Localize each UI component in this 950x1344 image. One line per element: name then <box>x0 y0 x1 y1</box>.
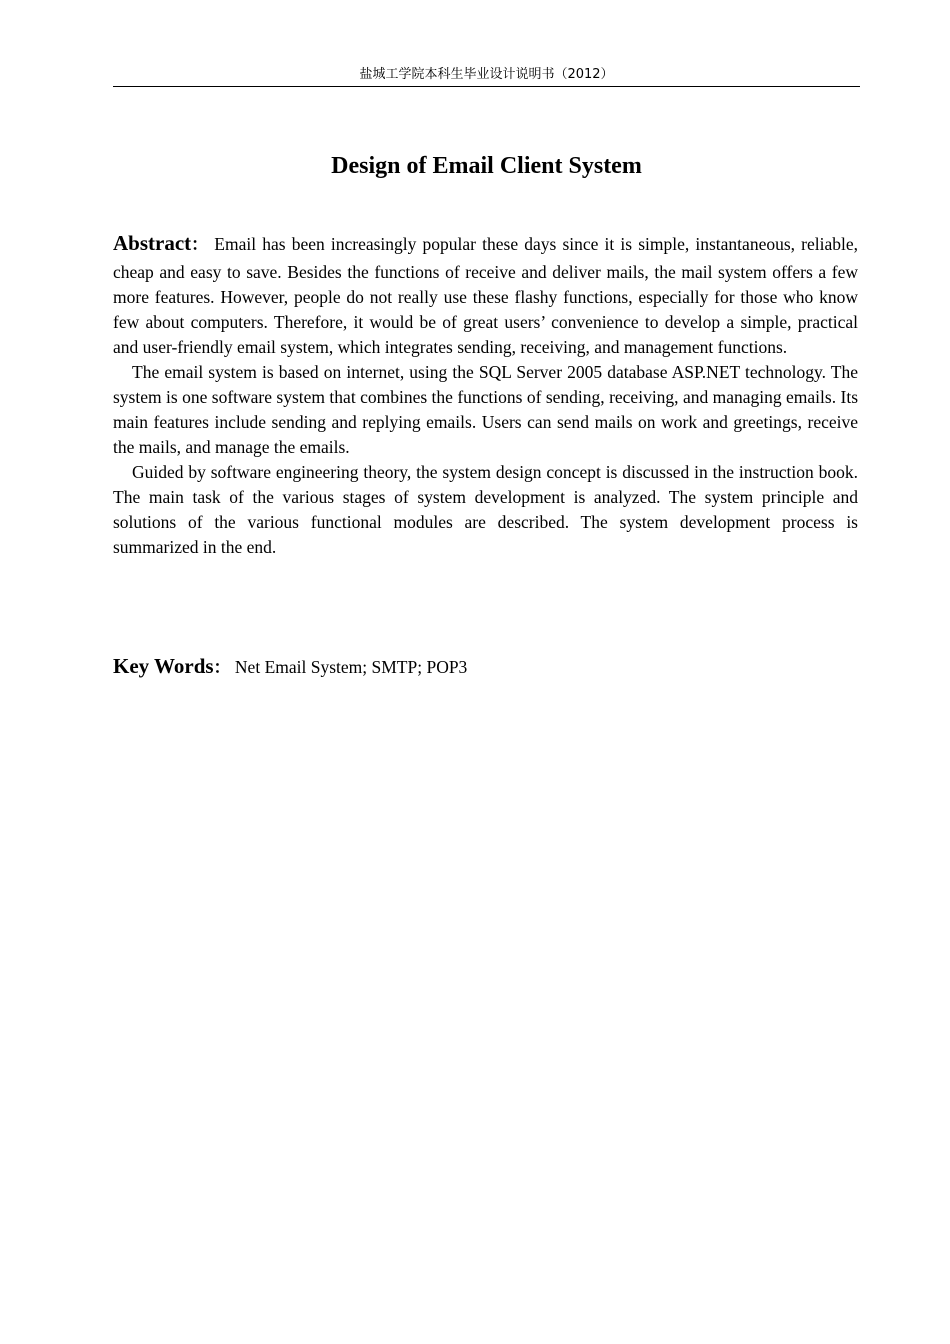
keywords-section <box>113 652 858 682</box>
abstract-label: Abstract <box>113 231 192 255</box>
header-rule <box>113 86 860 87</box>
abstract-section <box>113 228 858 560</box>
abstract-paragraph-2: The email system is based on internet, using the SQL Server 2005 database ASP.NET technology. The system is one software system that combines the functions of sending, receiving, and managing emails. Its main features include sending and replying emails. Users can send mails on work and greetings, receive the mails, and manage the emails. <box>113 362 858 457</box>
keywords-label-colon: ： <box>213 658 231 678</box>
abstract-label-colon: ： <box>191 235 209 255</box>
keywords-text: Net Email System; SMTP; POP3 <box>234 657 468 677</box>
abstract-heading <box>113 228 208 260</box>
abstract-paragraph-1 <box>113 228 858 360</box>
running-header: 盐城工学院本科生毕业设计说明书（2012） <box>359 67 614 82</box>
abstract-paragraph-3: Guided by software engineering theory, the system design concept is discussed in the instruction book. The main task of the various stages of system development is analyzed. The system principle and solutions of the various functional modules are described. The system development process is summarized in the end. <box>113 462 858 557</box>
document-title: Design of Email Client System <box>331 153 642 179</box>
keywords-label: Key Words <box>113 654 214 678</box>
abstract-paragraph-1-text: Email has been increasingly popular these days since it is simple, instantaneous, reliable, cheap and easy to save. Besides the functions of receive and deliver mails, the mail system offers a few more features. However, people do not really use these flashy functions, especially for those who know few about computers. Therefore, it would be of great users’ convenience to develop a simple, practical and user-friendly email system, which integrates sending, receiving, and management functions. <box>113 234 858 357</box>
